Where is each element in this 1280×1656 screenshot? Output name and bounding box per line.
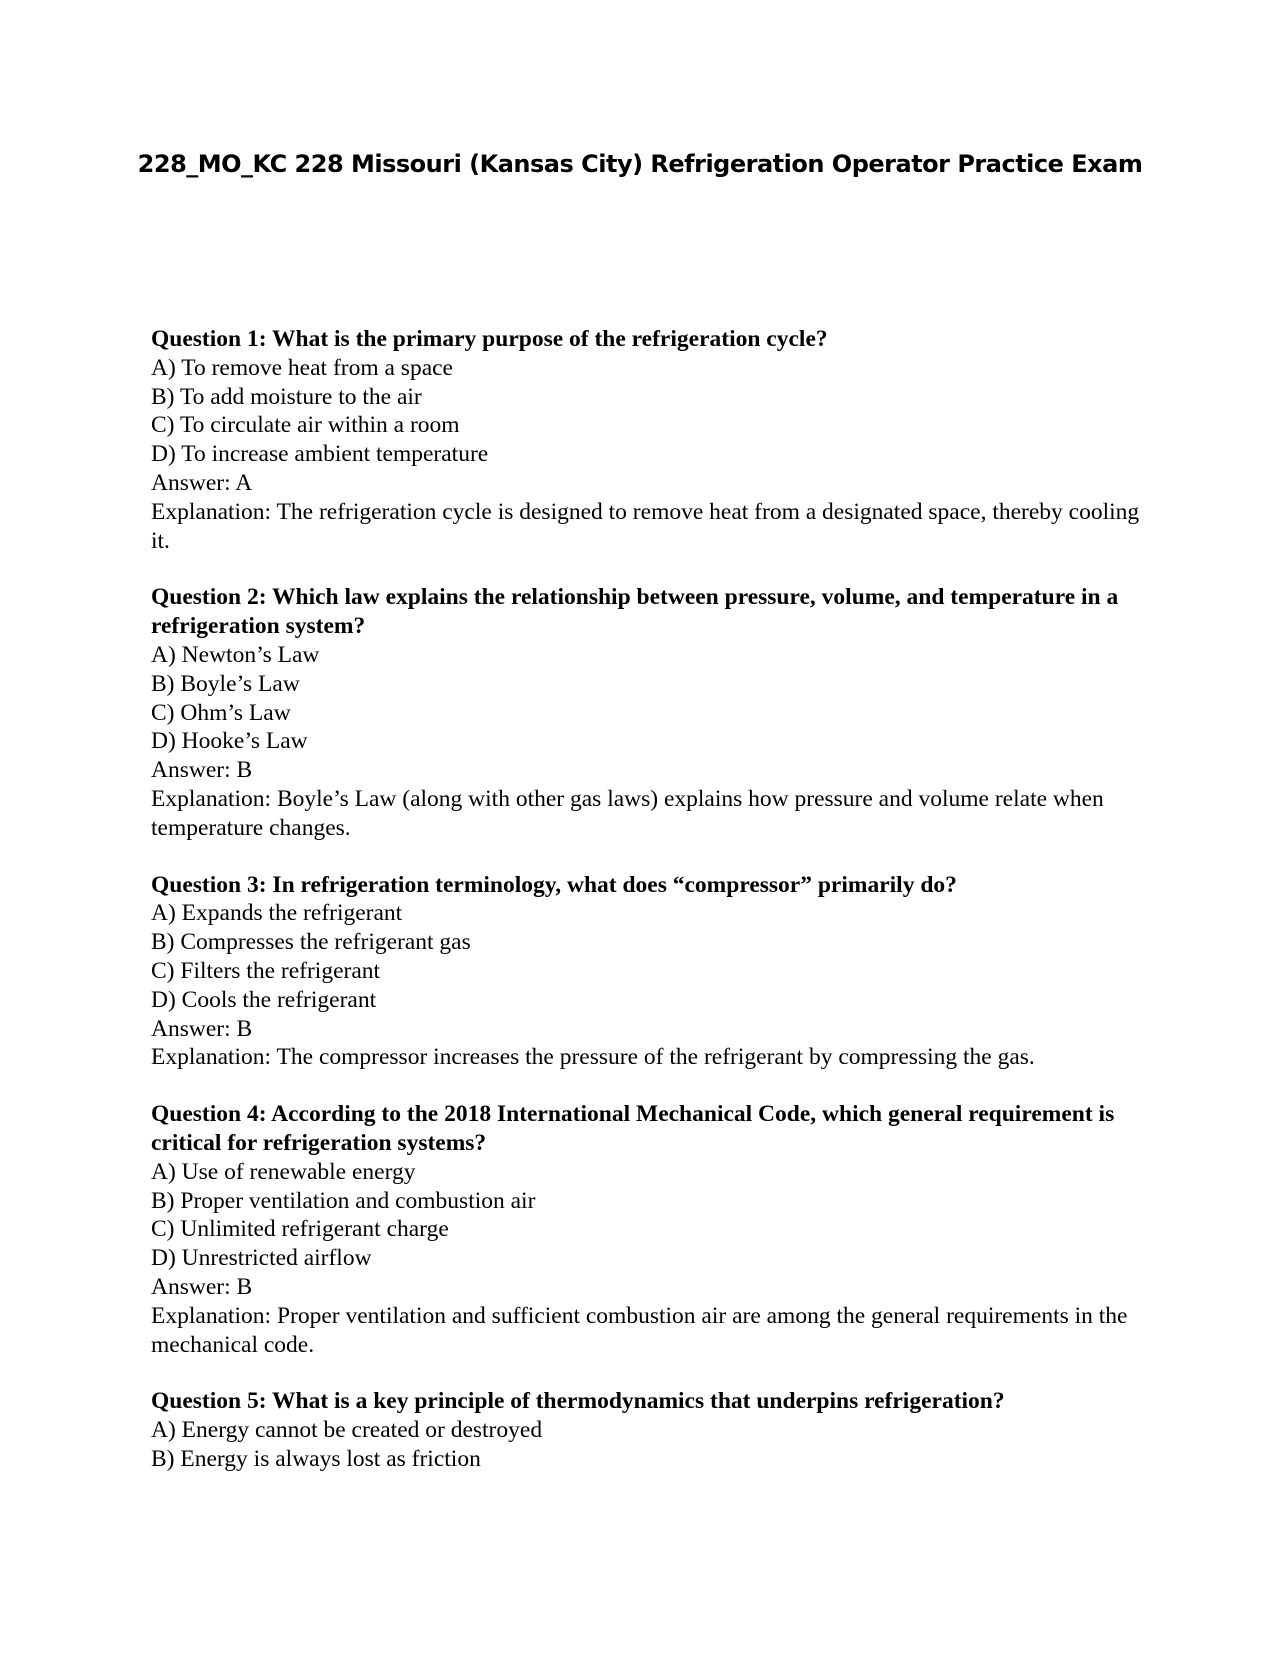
question-block-5 <box>151 1387 1141 1473</box>
answer-option: A) Expands the refrigerant <box>151 900 403 927</box>
answer-option: D) Unrestricted airflow <box>151 1245 372 1272</box>
explanation: Explanation: Boyle’s Law (along with other gas laws) explains how pressure and volume relate when temperature changes. <box>151 785 1104 841</box>
answer-option: C) Unlimited refrigerant charge <box>151 1216 449 1243</box>
explanation: Explanation: The compressor increases the pressure of the refrigerant by compressing the gas. <box>151 1044 1035 1071</box>
answer-option: C) Ohm’s Law <box>151 699 291 726</box>
question-text: Question 1: What is the primary purpose of the refrigeration cycle? <box>151 326 828 352</box>
correct-answer: Answer: B <box>151 1015 253 1042</box>
question-block-1 <box>151 325 1141 555</box>
answer-option: D) Hooke’s Law <box>151 728 308 755</box>
question-text: Question 2: Which law explains the relationship between pressure, volume, and temperature in a refrigeration system? <box>151 584 1119 640</box>
answer-option: B) Proper ventilation and combustion air <box>151 1187 536 1214</box>
question-text: Question 4: According to the 2018 International Mechanical Code, which general requirement is critical for refrigeration systems? <box>151 1101 1115 1156</box>
answer-option: C) Filters the refrigerant <box>151 957 381 984</box>
question-block-2 <box>151 583 1141 842</box>
answer-option: A) To remove heat from a space <box>151 354 453 381</box>
answer-option: C) To circulate air within a room <box>151 412 460 439</box>
answer-option: A) Newton’s Law <box>151 641 320 668</box>
answer-option: B) Boyle’s Law <box>151 670 300 697</box>
answer-option: D) To increase ambient temperature <box>151 441 489 468</box>
answer-option: A) Use of renewable energy <box>151 1158 416 1185</box>
answer-option: A) Energy cannot be created or destroyed <box>151 1417 543 1444</box>
page-title: 228_MO_KC 228 Missouri (Kansas City) Refrigeration Operator Practice Exam <box>137 150 1143 178</box>
question-block-3 <box>151 871 1141 1073</box>
answer-option: D) Cools the refrigerant <box>151 986 377 1013</box>
correct-answer: Answer: A <box>151 469 253 496</box>
answer-option: B) Energy is always lost as friction <box>151 1445 481 1472</box>
question-block-4 <box>151 1100 1141 1359</box>
question-list <box>151 325 1141 1502</box>
correct-answer: Answer: B <box>151 757 253 784</box>
explanation: Explanation: Proper ventilation and sufficient combustion air are among the general requirements in the mechanical code. <box>151 1302 1128 1358</box>
answer-option: B) Compresses the refrigerant gas <box>151 929 471 956</box>
explanation: Explanation: The refrigeration cycle is designed to remove heat from a designated space, thereby cooling it. <box>151 498 1140 554</box>
correct-answer: Answer: B <box>151 1273 253 1300</box>
answer-option: B) To add moisture to the air <box>151 383 422 410</box>
question-text: Question 3: In refrigeration terminology, what does “compressor” primarily do? <box>151 871 957 898</box>
question-text: Question 5: What is a key principle of thermodynamics that underpins refrigeration? <box>151 1388 1005 1415</box>
